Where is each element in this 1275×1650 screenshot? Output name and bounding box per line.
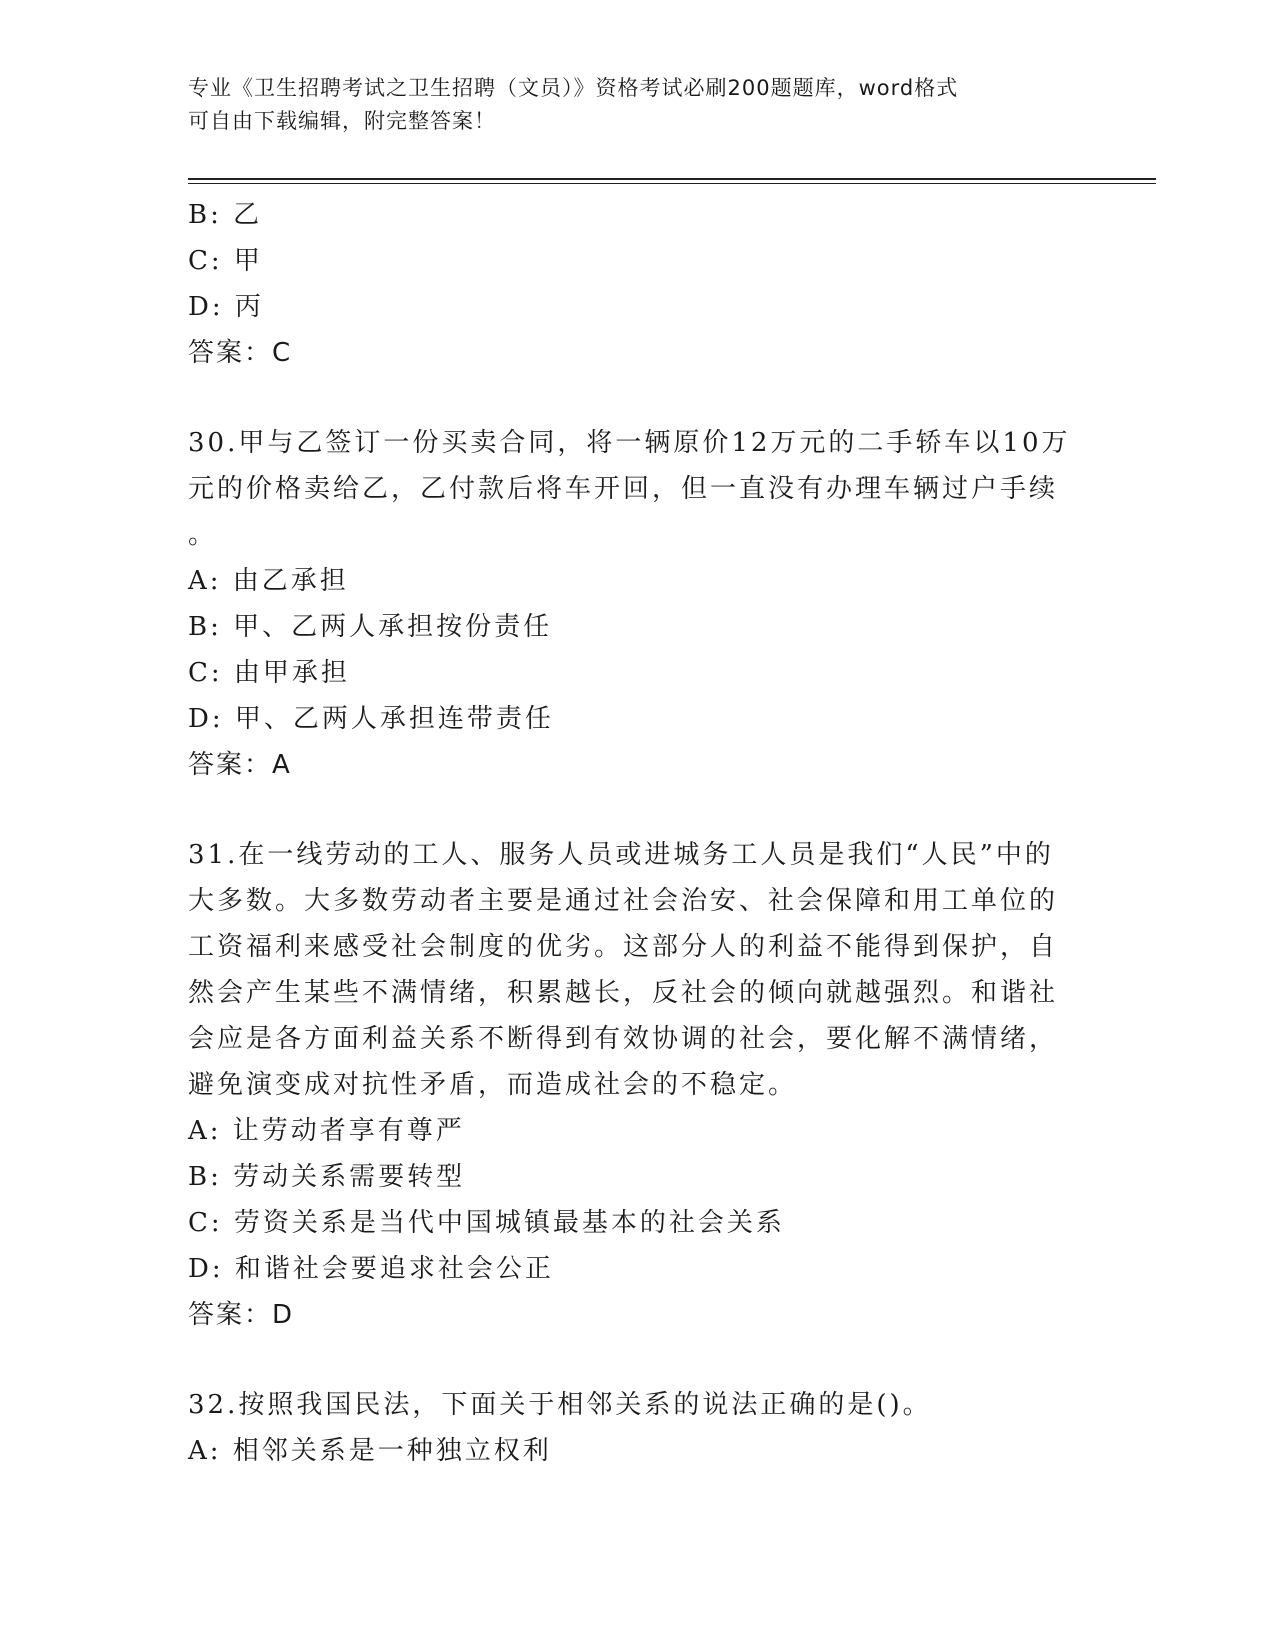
question-30: [188, 420, 1088, 788]
question-stem-line: 元的价格卖给乙，乙付款后将车开回，但一直没有办理车辆过户手续: [188, 474, 1059, 504]
header-line-2: 可自由下载编辑，附完整答案！: [188, 109, 496, 133]
header-line-1: 专业《卫生招聘考试之卫生招聘（文员）》资格考试必刷200题题库，word格式: [188, 76, 959, 100]
question-content: [188, 192, 1088, 1474]
option-d: D: 甲、乙两人承担连带责任: [188, 704, 554, 734]
option-d: D: 丙: [188, 292, 264, 322]
question-stem-line: 30.甲与乙签订一份买卖合同，将一辆原价12万元的二手轿车以10万: [188, 428, 1071, 458]
answer-label: 答案：D: [188, 1300, 295, 1330]
option-d: D: 和谐社会要追求社会公正: [188, 1254, 554, 1284]
option-c: C: 劳资关系是当代中国城镇最基本的社会关系: [188, 1208, 785, 1238]
header-divider-thin: [188, 183, 1156, 184]
answer-label: 答案：A: [188, 750, 292, 780]
option-a: A: 由乙承担: [188, 566, 349, 596]
option-c: C: 甲: [188, 246, 263, 276]
document-header: [188, 72, 1088, 138]
question-31: [188, 832, 1088, 1338]
question-stem-line: 31.在一线劳动的工人、服务人员或进城务工人员是我们“人民”中的: [188, 840, 1054, 870]
question-stem-line: 。: [188, 520, 218, 550]
question-stem-line: 大多数。大多数劳动者主要是通过社会治安、社会保障和用工单位的: [188, 886, 1059, 916]
question-stem-line: 工资福利来感受社会制度的优劣。这部分人的利益不能得到保护，自: [188, 932, 1059, 962]
question-stem-line: 32.按照我国民法，下面关于相邻关系的说法正确的是()。: [188, 1390, 932, 1420]
question-32: [188, 1382, 1088, 1474]
option-c: C: 由甲承担: [188, 658, 350, 688]
option-b: B: 劳动关系需要转型: [188, 1162, 466, 1192]
option-b: B: 甲、乙两人承担按份责任: [188, 612, 553, 642]
question-stem-line: 然会产生某些不满情绪，积累越长，反社会的倾向就越强烈。和谐社: [188, 978, 1059, 1008]
option-a: A: 让劳动者享有尊严: [188, 1116, 465, 1146]
question-29-tail: [188, 192, 1088, 376]
option-a: A: 相邻关系是一种独立权利: [188, 1436, 552, 1466]
header-divider-thick: [188, 178, 1156, 180]
answer-label: 答案：C: [188, 338, 293, 368]
option-b: B: 乙: [188, 200, 263, 230]
question-stem-line: 避免演变成对抗性矛盾，而造成社会的不稳定。: [188, 1070, 798, 1100]
question-stem-line: 会应是各方面利益关系不断得到有效协调的社会，要化解不满情绪，: [188, 1024, 1059, 1054]
